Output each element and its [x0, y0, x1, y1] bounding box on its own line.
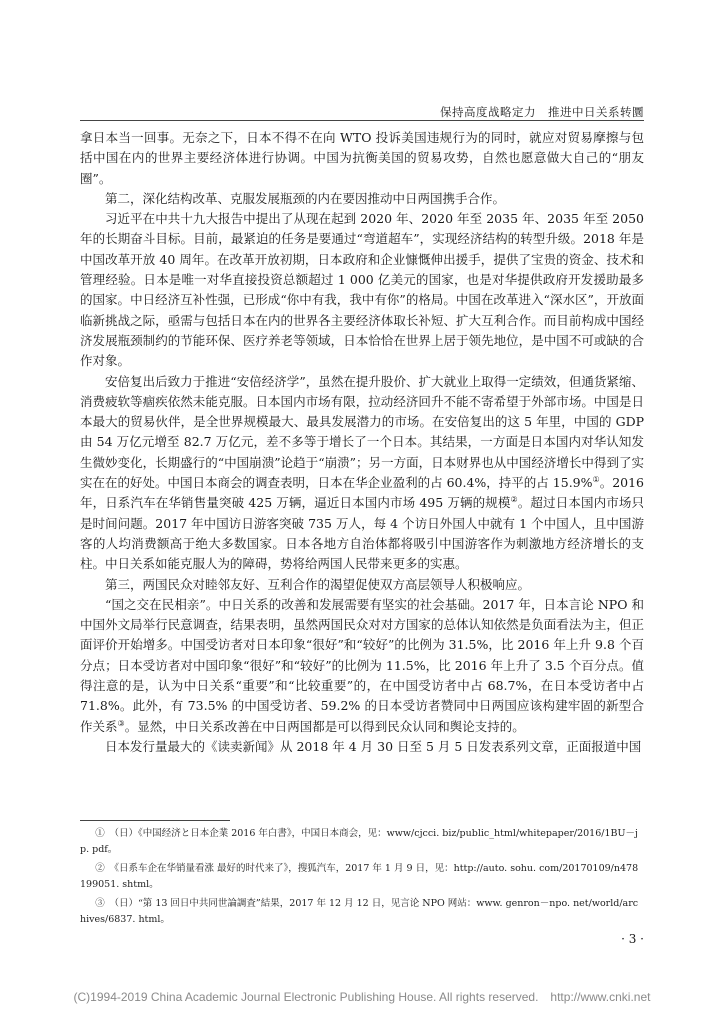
copyright-watermark: (C)1994-2019 China Academic Journal Electronic Publishing House. All rights reserved. http://www.cnki.net [73, 990, 651, 1004]
paragraph-6-part-2: 。显然，中日关系改善在中日两国都是可以得到民众认同和舆论支持的。 [124, 718, 525, 734]
page-number: · 3 · [621, 932, 644, 946]
paragraph-2: 第二，深化结构改革、克服发展瓶颈的内在要因推动中日两国携手合作。 [105, 190, 506, 206]
header-rule [80, 120, 644, 121]
paragraph-4-part-3: 。超过日本国内市场只是时间问题。2017 年中国访日游客突破 735 万人，每 4 个访日外国人中就有 1 个中国人，且中国游客的人均消费额高于绝大多数国家。日本各地方自治体都将吸引中国游客作为刺激地方经济增长的支柱。中日关系如能克服人为的障碍，势将给两国人民带来更多的实惠。 [80, 495, 644, 572]
footnote-marker-2[interactable]: ② [510, 495, 518, 505]
paragraph-4 [80, 372, 644, 575]
paragraph-6 [80, 595, 644, 737]
paragraph-4-part-2: 。2016 年，日系汽车在华销售量突破 425 万辆，逼近日本国内市场 495 万辆的规模 [80, 475, 645, 511]
paragraph-3: 习近平在中共十九大报告中提出了从现在起到 2020 年、2020 年至 2035 年、2035 年至 2050 年的长期奋斗目标。目前，最紧迫的任务是要通过“弯道超车”，实现经济结构的转型升级。2018 年是中国改革开放 40 周年。在改革开放初期，日本政府和企业慷慨伸出援手，提供了宝贵的资金、技术和管理经验。日本是唯一对华直接投资总额超过 1 000 亿美元的国家，也是对华提供政府开发援助最多的国家。中日经济互补性强，已形成“你中有我，我中有你”的格局。中国在改革进入“深水区”，开放面临新挑战之际，亟需与包括日本在内的世界各主要经济体取长补短、扩大互利合作。而目前构成中国经济发展瓶颈制约的节能环保、医疗养老等领域，日本恰恰在世界上居于领先地位，是中国不可或缺的合作对象。 [80, 211, 644, 369]
paragraph-4-part-1: 安倍复出后致力于推进“安倍经济学”，虽然在提升股价、扩大就业上取得一定绩效，但通货紧缩、消费疲软等痼疾依然未能克服。日本国内市场有限，拉动经济回升不能不寄希望于外部市场。中国是日本最大的贸易伙伴，是全世界规模最大、最具发展潜力的市场。在安倍复出的这 5 年里，中国的 GDP 由 54 万亿元增至 82.7 万亿元，差不多等于增长了一个日本。其结果，一方面是日本国内对华认知发生微妙变化，长期盛行的“中国崩溃”论趋于“崩溃”；另一方面，日本财界也从中国经济增长中得到了实实在在的好处。中国日本商会的调查表明，日本在华企业盈利的占 60.4%，持平的占 15.9% [80, 373, 644, 491]
paragraph-6-part-1: “国之交在民相亲”。中日关系的改善和发展需要有坚实的社会基础。2017 年，日本言论 NPO 和中国外文局举行民意调查，结果表明，虽然两国民众对对方国家的总体认知依然是负面看法为主，但正面评价开始增多。中国受访者对日本印象“很好”和“较好”的比例为 31.5%，比 2016 年上升 9.8 个百分点；日本受访者对中国印象“很好”和“较好”的比例为 11.5%，比 2016 年上升了 3.5 个百分点。值得注意的是，认为中日关系“重要”和“比较重要”的，在中国受访者中占 68.7%，在日本受访者中占 71.8%。此外，有 73.5% 的中国受访者、59.2% 的日本受访者赞同中日两国应该构建牢固的新型合作关系 [80, 596, 644, 734]
paragraph-5: 第三，两国民众对睦邻友好、互利合作的渴望促使双方高层领导人积极响应。 [105, 576, 531, 592]
footnotes [80, 826, 644, 931]
paragraph-1: 拿日本当一回事。无奈之下，日本不得不在向 WTO 投诉美国违规行为的同时，就应对贸易摩擦与包括中国在内的世界主要经济体进行协调。中国为抗衡美国的贸易攻势，自然也愿意做大自己的“朋友圈”。 [80, 130, 644, 186]
footnote-3: ③ （日）“第 13 回日中共同世論調査”結果，2017 年 12 月 12 日，见言论 NPO 网站：www. genron－npo. net/world/archives/6837. html。 [80, 898, 639, 925]
footnote-1: ① （日）《中国经济と日本企業 2016 年白書》，中国日本商会，见：www/cjcci. biz/public_html/whitepaper/2016/1BU－jp. pdf。 [80, 828, 638, 855]
running-header: 保持高度战略定力 推进中日关系转圜 [440, 105, 644, 119]
article-body [80, 128, 644, 757]
footnote-marker-3[interactable]: ③ [117, 718, 125, 728]
footnote-rule [80, 820, 230, 821]
footnote-2: ② 《日系车企在华销量看涨 最好的时代来了》，搜狐汽车，2017 年 1 月 9 日，见：http://auto. sohu. com/20170109/n478199051. shtml。 [80, 863, 639, 890]
paragraph-7: 日本发行量最大的《读卖新闻》从 2018 年 4 月 30 日至 5 月 5 日发表系列文章，正面报道中国 [105, 738, 642, 754]
footnote-marker-1[interactable]: ① [592, 474, 600, 484]
